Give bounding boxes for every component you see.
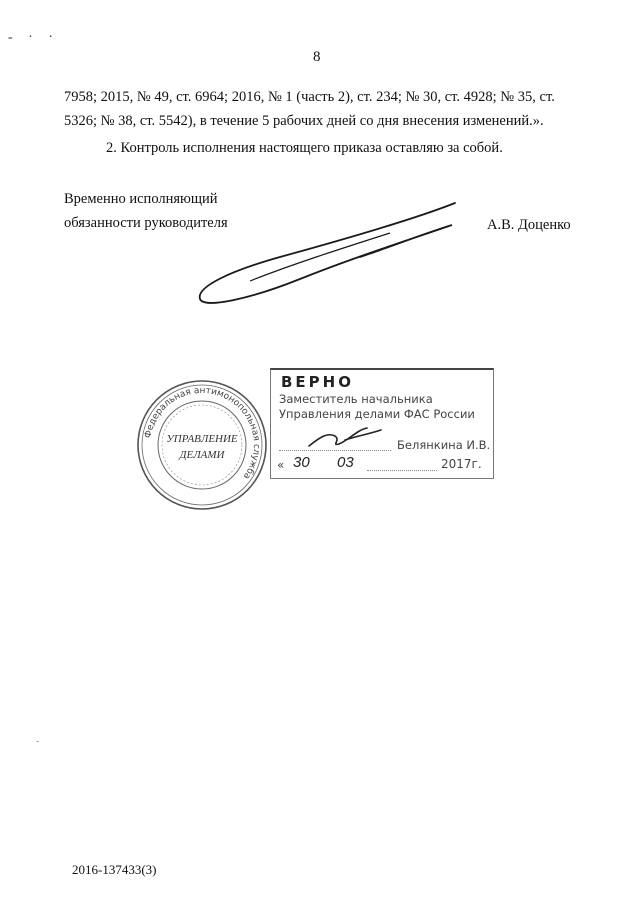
margin-mark: -	[36, 736, 40, 747]
stamp-position-line-2: Управления делами ФАС России	[279, 407, 475, 421]
stamp-position-line-1: Заместитель начальника	[279, 392, 433, 406]
stamp-date-day: 30	[293, 454, 310, 471]
body-line-3: 2. Контроль исполнения настоящего приказа оставляю за собой.	[106, 140, 503, 156]
stamp-date-year: 2017г.	[441, 457, 482, 471]
document-number: 2016-137433(3)	[72, 862, 157, 877]
stamp-date-quote: «	[277, 458, 285, 472]
stamp-signature	[305, 424, 385, 450]
seal-outer-text: Федеральная антимонопольная служба	[143, 385, 262, 481]
stamp-title: ВЕРНО	[281, 373, 354, 391]
seal-inner-text-2: ДЕЛАМИ	[179, 449, 225, 461]
page-number: 8	[313, 49, 321, 65]
corner-marks: - · ·	[8, 30, 59, 45]
body-line-1: 7958; 2015, № 49, ст. 6964; 2016, № 1 (часть 2), ст. 234; № 30, ст. 4928; № 35, ст.	[64, 89, 555, 105]
certification-stamp	[270, 368, 494, 479]
signer-name: А.В. Доценко	[487, 217, 571, 233]
signer-position-line-2: обязанности руководителя	[64, 215, 228, 231]
stamp-signer-name: Белянкина И.В.	[397, 438, 491, 452]
handwritten-signature	[190, 195, 470, 315]
stamp-signature-line	[279, 450, 391, 451]
stamp-date-line	[367, 470, 437, 471]
body-line-2: 5326; № 38, ст. 5542), в течение 5 рабочих дней со дня внесения изменений.».	[64, 113, 544, 129]
stamp-date-month: 03	[337, 454, 354, 471]
signer-position-line-1: Временно исполняющий	[64, 191, 218, 207]
seal-inner-text-1: УПРАВЛЕНИЕ	[166, 433, 238, 445]
organization-seal	[135, 378, 269, 512]
